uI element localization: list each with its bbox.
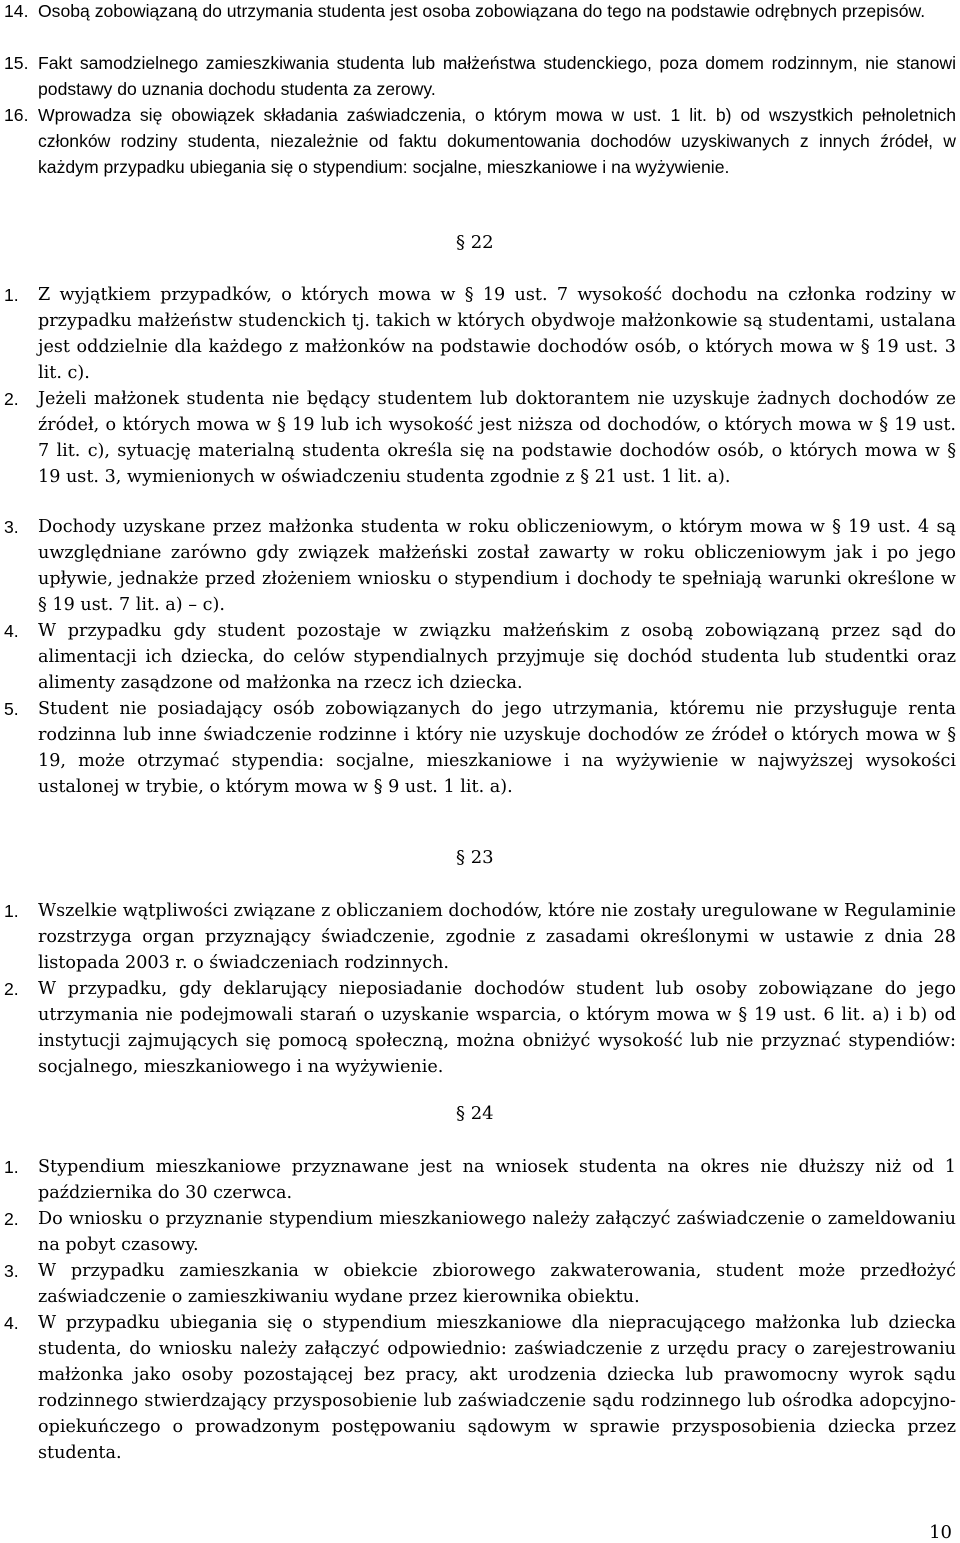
list-item: [4, 282, 956, 386]
section-heading-23: § 23: [456, 847, 494, 868]
list-item: [4, 898, 956, 976]
item-number: 1.: [4, 1157, 19, 1177]
list-item: [4, 0, 956, 24]
section-heading-24: § 24: [456, 1103, 494, 1124]
item-number: 3.: [4, 1261, 19, 1281]
item-text: Wszelkie wątpliwości związane z obliczaniem dochodów, które nie zostały uregulowane w Regulaminie rozstrzyga organ przyznający świadczenie, zgodnie z zasadami określonymi w ustawie z dnia 28 listopada 2003 r. o świadczeniach rodzinnych.: [38, 901, 956, 973]
page-number: 10: [929, 1522, 952, 1543]
list-item: [4, 386, 956, 490]
item-text: W przypadku ubiegania się o stypendium mieszkaniowe dla niepracującego małżonka lub dziecka studenta, do wniosku należy załączyć odpowiednio: zaświadczenie z urzędu pracy o zarejestrowaniu małżonka jako osoby pozostającej bez pracy, akt urodzenia dziecka lub prawomocny wyrok sądu rodzinnego stwierdzający przysposobienie lub zaświadczenie sądu rodzinnego lub ośrodka adopcyjno-opiekuńczego o prowadzonym postępowaniu sądowym w sprawie przysposobienia dziecka przez studenta.: [38, 1313, 956, 1463]
section-heading-22: § 22: [456, 232, 494, 253]
list-item: [4, 976, 956, 1080]
item-text: Dochody uzyskane przez małżonka studenta w roku obliczeniowym, o którym mowa w § 19 ust. 4 są uwzględniane zarówno gdy związek małżeński został zawarty w roku obliczeniowym jak i po jego upływie, jednakże przed złożeniem wniosku o stypendium i dochody te spełniają warunki określone w § 19 ust. 7 lit. a) – c).: [38, 517, 956, 615]
item-text: Fakt samodzielnego zamieszkiwania studenta lub małżeństwa studenckiego, poza domem rodzinnym, nie stanowi podstawy do uznania dochodu studenta za zerowy.: [38, 53, 956, 99]
item-number: 15.: [4, 53, 29, 73]
item-number: 2.: [4, 979, 19, 999]
item-text: Student nie posiadający osób zobowiązanych do jego utrzymania, któremu nie przysługuje renta rodzinna lub inne świadczenie rodzinne i który nie uzyskuje dochodów ze źródeł o których mowa w § 19, może otrzymać stypendia: socjalne, mieszkaniowe i na wyżywienie w najwyższej wysokości ustalonej w trybie, o którym mowa w § 9 ust. 1 lit. a).: [38, 699, 956, 797]
item-text: Jeżeli małżonek studenta nie będący studentem lub doktorantem nie uzyskuje żadnych dochodów ze źródeł, o których mowa w § 19 lub ich wysokość jest niższa od dochodów, o których mowa w § 19 ust. 7 lit. c), sytuację materialną studenta określa się na podstawie dochodów osób, o których mowa w § 19 ust. 3, wymienionych w oświadczeniu studenta zgodnie z § 21 ust. 1 lit. a).: [38, 389, 956, 487]
item-number: 1.: [4, 285, 19, 305]
list-item: [4, 1154, 956, 1206]
item-number: 5.: [4, 699, 19, 719]
item-number: 14.: [4, 1, 29, 21]
list-item: [4, 696, 956, 800]
item-number: 4.: [4, 621, 19, 641]
list-item: [4, 1206, 956, 1258]
item-text: W przypadku, gdy deklarujący nieposiadanie dochodów student lub osoby zobowiązane do jego utrzymania nie podejmowali starań o uzyskanie wsparcia, o którym mowa w § 19 ust. 6 lit. a) i b) od instytucji zajmujących się pomocą społeczną, można obniżyć wysokość lub nie przyznać stypendiów: socjalnego, mieszkaniowego i na wyżywienie.: [38, 979, 956, 1077]
item-number: 16.: [4, 105, 29, 125]
list-item: [4, 514, 956, 618]
list-item: [4, 1258, 956, 1310]
list-item: [4, 618, 956, 696]
item-number: 2.: [4, 389, 19, 409]
item-text: W przypadku zamieszkania w obiekcie zbiorowego zakwaterowania, student może przedłożyć zaświadczenie o zamieszkiwaniu wydane przez kierownika obiektu.: [38, 1261, 956, 1307]
list-item: [4, 50, 956, 102]
item-text: Do wniosku o przyznanie stypendium mieszkaniowego należy załączyć zaświadczenie o zameldowaniu na pobyt czasowy.: [38, 1209, 956, 1255]
list-item: [4, 102, 956, 180]
item-number: 2.: [4, 1209, 19, 1229]
item-number: 4.: [4, 1313, 19, 1333]
item-text: W przypadku gdy student pozostaje w związku małżeńskim z osobą zobowiązaną przez sąd do alimentacji ich dziecka, do celów stypendialnych przyjmuje się dochód studenta lub studentki oraz alimenty zasądzone od małżonka na rzecz ich dziecka.: [38, 621, 956, 693]
item-text: Stypendium mieszkaniowe przyznawane jest na wniosek studenta na okres nie dłuższy niż od 1 października do 30 czerwca.: [38, 1157, 956, 1203]
item-text: Wprowadza się obowiązek składania zaświadczenia, o którym mowa w ust. 1 lit. b) od wszystkich pełnoletnich członków rodziny studenta, niezależnie od faktu dokumentowania dochodów uzyskiwanych z innych źródeł, w każdym przypadku ubiegania się o stypendium: socjalne, mieszkaniowe i na wyżywienie.: [38, 105, 956, 177]
item-text: Osobą zobowiązaną do utrzymania studenta jest osoba zobowiązana do tego na podstawie odrębnych przepisów.: [38, 1, 926, 21]
item-number: 3.: [4, 517, 19, 537]
item-text: Z wyjątkiem przypadków, o których mowa w § 19 ust. 7 wysokość dochodu na członka rodziny w przypadku małżeństw studenckich tj. takich w których obydwoje małżonkowie są studentami, ustalana jest oddzielnie dla każdego z małżonków na podstawie dochodów osób, o których mowa w § 19 ust. 3 lit. c).: [38, 285, 956, 383]
list-item: [4, 1310, 956, 1466]
item-number: 1.: [4, 901, 19, 921]
